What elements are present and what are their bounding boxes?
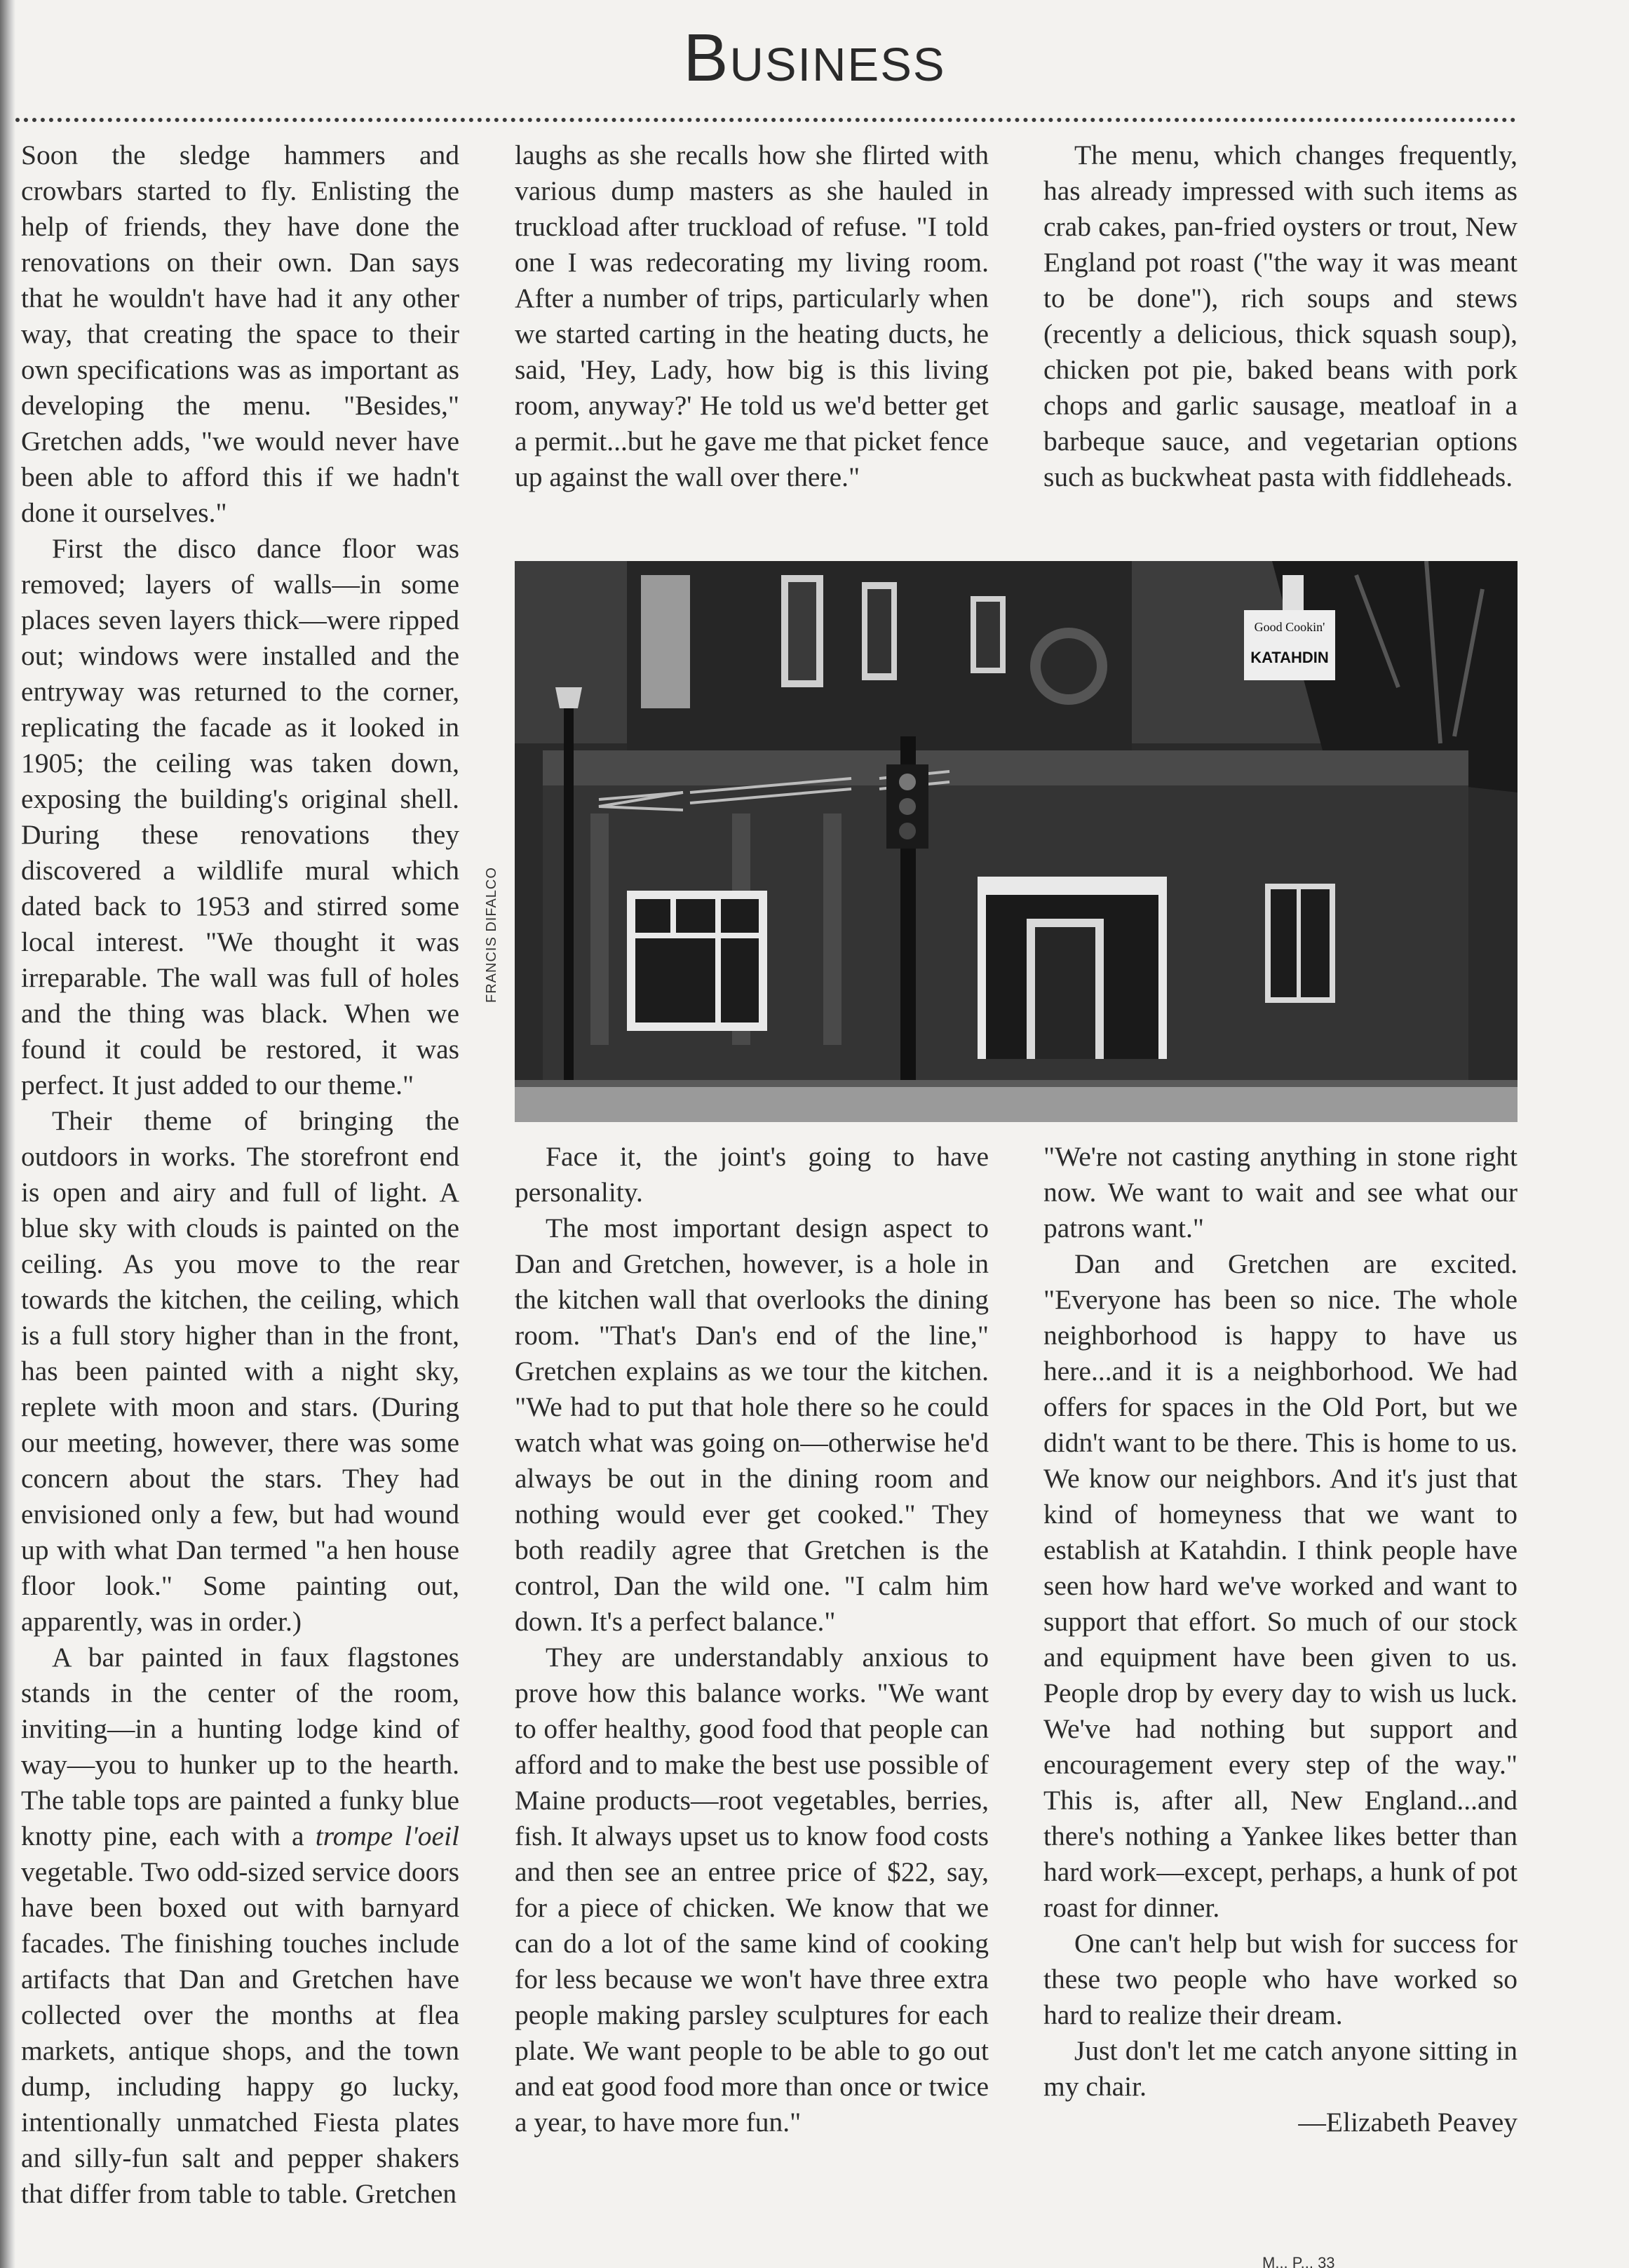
- paragraph: Dan and Gretchen are excited. "Everyone has been so nice. The whole neighborhood is happy to have us here...and it is a neighborhood. We had offers for spaces in the Old Port, but we didn't want to be there. This is home to us. We know our neighbors. And it's just that kind of homeyness that we want to establish at Katahdin. I think people have seen how hard we've worked and want to support that effort. So much of our stock and equipment have been given to us. People drop by every day to wish us luck. We've had nothing but support and encouragement every step of the way." This is, after all, New England...and there's nothing a Yankee likes better than hard work—except, perhaps, a hunk of pot roast for dinner.: [1043, 1248, 1518, 1923]
- paragraph: [21, 1640, 459, 2212]
- paragraph: Just don't let me catch anyone sitting in my chair.: [1043, 2035, 1518, 2102]
- paragraph: "We're not casting anything in stone right now. We want to wait and see what our patrons want.": [1043, 1141, 1518, 1243]
- paragraph: The most important design aspect to Dan and Gretchen, however, is a hole in the kitchen wall that overlooks the dining room. "That's Dan's end of the line," Gretchen explains as we tour the kitchen. "We had to put that hole there so he could watch what was going on—otherwise he'd always be out in the dining room and nothing would ever get cooked." They both readily agree that Gretchen is the control, Dan the wild one. "I calm him down. It's a perfect balance.": [515, 1213, 989, 1637]
- paragraph-text: A bar painted in faux flagstones stands in the center of the room, inviting—in a hunting lodge kind of way—you to hunker up to the hearth. The table tops are painted a funky blue knotty pine, each with a: [21, 1642, 459, 1851]
- sign-line-2: KATAHDIN: [1250, 649, 1329, 666]
- italic-phrase: trompe l'oeil: [315, 1821, 460, 1851]
- section-title: Business: [683, 20, 946, 95]
- author-byline: —Elizabeth Peavey: [1298, 2107, 1518, 2138]
- paragraph-text: vegetable. Two odd-sized service doors have been boxed out with barnyard facades. The finishing touches include artifacts that Dan and Gretchen have collected over the months at flea markets, antique shops, and the town dump, including happy go lucky, intentionally unmatched Fiesta plates and silly-fun salt and pepper shakers that differ from table to table. Gretchen: [21, 1856, 459, 2209]
- dotted-divider: [15, 118, 1516, 122]
- paragraph: The menu, which changes frequently, has already impressed with such items as crab cakes, pan-fried oysters or trout, New England pot roast ("the way it was meant to be done"), rich soups and stews (recently a delicious, thick squash soup), chicken pot pie, baked beans with pork chops and garlic sausage, meatloaf in a barbeque sauce, and vegetarian options such as buckwheat pasta with fiddleheads.: [1043, 140, 1518, 492]
- paragraph: Their theme of bringing the outdoors in works. The storefront end is open and airy and full of light. A blue sky with clouds is painted on the ceiling. As you move to the rear towards the kitchen, the ceiling, which is a full story higher than in the front, has been painted with a night sky, replete with moon and stars. (During our meeting, however, there was some concern about the stars. They had envisioned only a few, but had wound up with what Dan termed "a hen house floor look." Some painting out, apparently, was in order.): [21, 1105, 459, 1637]
- restaurant-photo: [515, 561, 1518, 1122]
- paragraph: Soon the sledge hammers and crowbars started to fly. Enlisting the help of friends, they have done the renovations on their own. Dan says that he wouldn't have had it any other way, that creating the space to their own specifications was as important as developing the menu. "Besides," Gretchen adds, "we would never have been able to afford this if we hadn't done it ourselves.": [21, 140, 459, 528]
- article-column-3-top: [1043, 137, 1518, 495]
- article-column-3-bottom: [1043, 1139, 1518, 2205]
- building-illustration: [515, 561, 1518, 1122]
- article-column-1: [21, 137, 459, 2213]
- sign-line-1: Good Cookin': [1254, 620, 1325, 634]
- paragraph: First the disco dance floor was removed; layers of walls—in some places seven layers thick—were ripped out; windows were installed and the entryway was returned to the corner, replicating the facade as it looked in 1905; the ceiling was taken down, exposing the building's original shell. During these renovations they discovered a wildlife mural which dated back to 1953 and stirred some local interest. "We thought it was irreparable. The wall was full of holes and the thing was black. When we found it could be restored, it was perfect. It just added to our theme.": [21, 533, 459, 1100]
- page-footer: M... P... 33: [1262, 2254, 1335, 2268]
- paragraph: They are understandably anxious to prove how this balance works. "We want to offer healthy, good food that people can afford and to make the best use possible of Maine products—root vegetables, berries, fish. It always upset us to know food costs and then see an entree price of $22, say, for a piece of chicken. We know that we can do a lot of the same kind of cooking for less because we won't have three extra people making parsley sculptures for each plate. We want people to be able to go out and eat good food more than once or twice a year, to have more fun.": [515, 1642, 989, 2138]
- paragraph: Face it, the joint's going to have personality.: [515, 1141, 989, 1208]
- article-column-2-top: [515, 137, 989, 495]
- paragraph: One can't help but wish for success for these two people who have worked so hard to realize their dream.: [1043, 1928, 1518, 2030]
- photo-credit: FRANCIS DIFALCO: [484, 867, 499, 1003]
- article-column-2-bottom: [515, 1139, 989, 2205]
- paragraph: laughs as she recalls how she flirted with various dump masters as she hauled in truckload after truckload of refuse. "I told one I was redecorating my living room. After a number of trips, particularly when we started carting in the heating ducts, he said, 'Hey, Lady, how big is this living room, anyway?' He told us we'd better get a permit...but he gave me that picket fence up against the wall over there.": [515, 140, 989, 492]
